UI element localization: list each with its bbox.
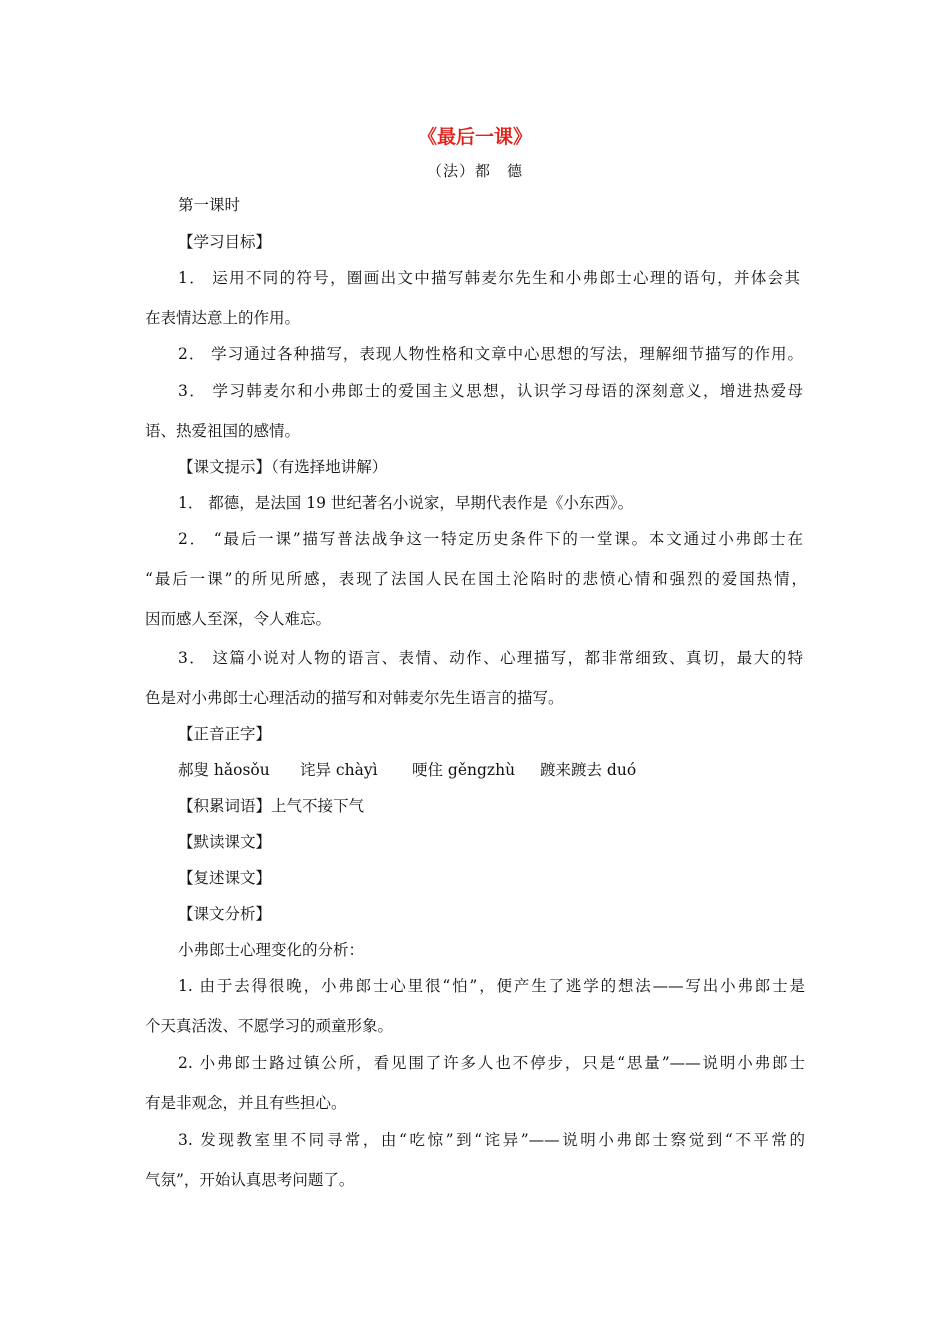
vocab-line: 【积累词语】上气不接下气: [178, 797, 365, 815]
tip-3-line-1: 3． 这篇小说对人物的语言、表情、动作、心理描写，都非常细致、真切，最大的特: [178, 649, 803, 667]
analysis-2-line-2: 有是非观念，并且有些担心。: [145, 1094, 347, 1112]
analysis-heading: 【课文分析】: [178, 905, 272, 923]
tip-2-line-2: “最后一课”的所见所感，表现了法国人民在国土沦陷时的悲愤心情和强烈的爱国热情，: [145, 570, 807, 588]
pronunciation-word: 哽住 gěngzhù: [412, 761, 516, 779]
objective-1-line-2: 在表情达意上的作用。: [145, 309, 301, 327]
analysis-2-line-1: 2. 小弗郎士路过镇公所，看见围了许多人也不停步，只是“思量”——说明小弗郎士: [178, 1054, 805, 1072]
document-title: 《最后一课》: [417, 126, 532, 148]
author-line: （法）都 德: [426, 162, 523, 180]
objective-1-line-1: 1． 运用不同的符号，圈画出文中描写韩麦尔先生和小弗郎士心理的语句，并体会其: [178, 269, 800, 287]
pronunciation-heading: 【正音正字】: [178, 725, 272, 743]
analysis-3-line-1: 3. 发现教室里不同寻常，由“吃惊”到“诧异”——说明小弗郎士察觉到“不平常的: [178, 1131, 805, 1149]
tip-3-line-2: 色是对小弗郎士心理活动的描写和对韩麦尔先生语言的描写。: [145, 689, 564, 707]
silent-reading-heading: 【默读课文】: [178, 833, 272, 851]
analysis-intro: 小弗郎士心理变化的分析：: [178, 941, 365, 959]
pronunciation-word: 踱来踱去 duó: [540, 761, 637, 779]
pronunciation-words: [178, 760, 636, 780]
pronunciation-word: 郝叟 hǎosǒu: [178, 761, 270, 779]
objective-3-line-1: 3． 学习韩麦尔和小弗郎士的爱国主义思想，认识学习母语的深刻意义，增进热爱母: [178, 382, 803, 400]
analysis-1-line-1: 1. 由于去得很晚，小弗郎士心里很“怕”，便产生了逃学的想法——写出小弗郎士是: [178, 977, 805, 995]
pronunciation-word: 诧异 chàyì: [300, 761, 378, 779]
objective-3-line-2: 语、热爱祖国的感情。: [145, 422, 301, 440]
analysis-1-line-2: 个天真活泼、不愿学习的顽童形象。: [145, 1017, 394, 1035]
tip-2-line-3: 因而感人至深，令人难忘。: [145, 610, 332, 628]
objective-2: 2． 学习通过各种描写，表现人物性格和文章中心思想的写法，理解细节描写的作用。: [178, 345, 803, 363]
tip-2-line-1: 2． “最后一课”描写普法战争这一特定历史条件下的一堂课。本文通过小弗郎士在: [178, 530, 803, 548]
analysis-3-line-2: 气氛”，开始认真思考问题了。: [145, 1171, 355, 1189]
tips-heading: 【课文提示】（有选择地讲解）: [178, 458, 388, 476]
objectives-heading: 【学习目标】: [178, 233, 272, 251]
tip-1: 1． 都德，是法国 19 世纪著名小说家，早期代表作是《小东西》。: [178, 494, 634, 512]
lesson-label: 第一课时: [178, 196, 241, 214]
retell-heading: 【复述课文】: [178, 869, 272, 887]
